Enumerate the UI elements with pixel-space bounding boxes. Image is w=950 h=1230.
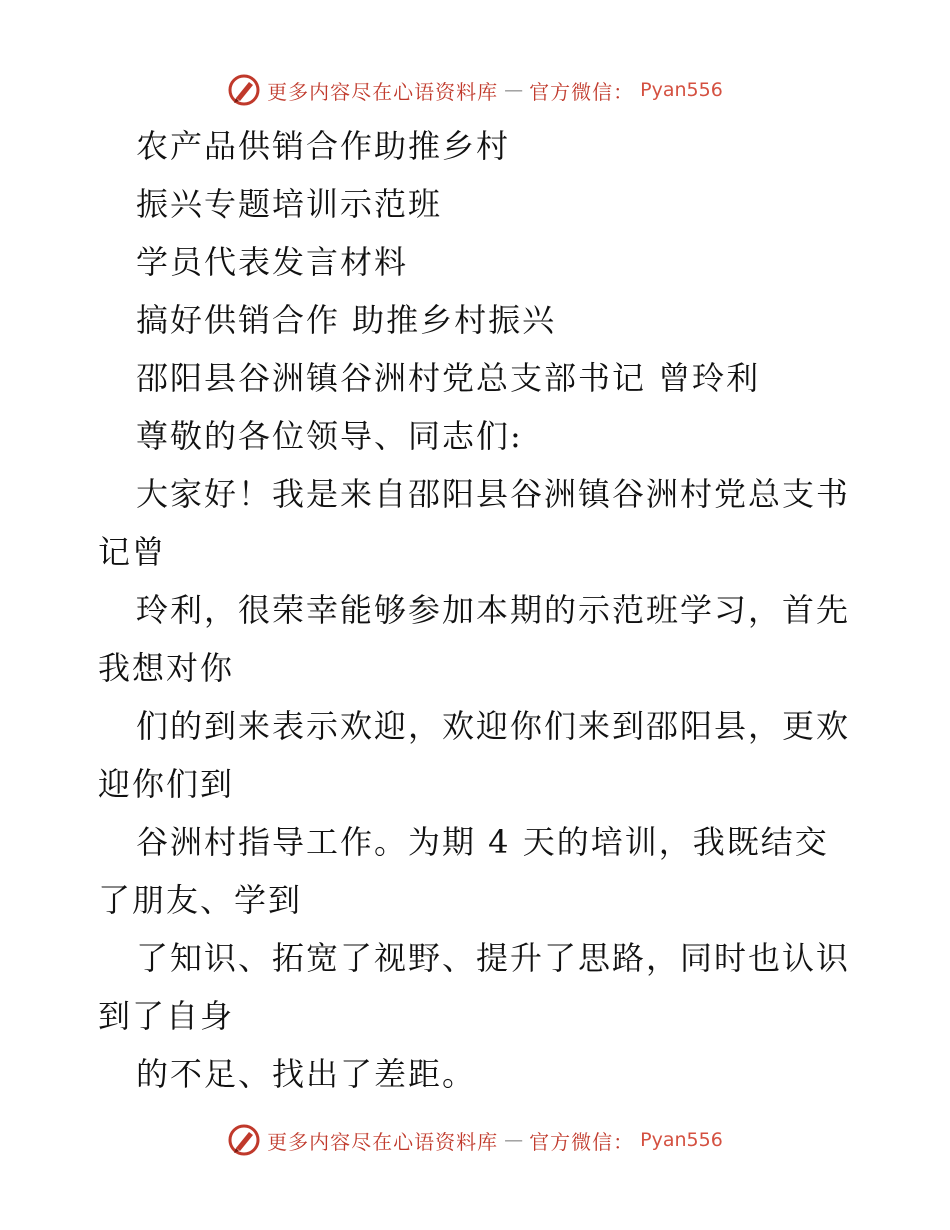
banner-title: 更多内容尽在心语资料库: [267, 1129, 499, 1154]
doc-title-line-1: 农产品供销合作助推乡村: [136, 127, 511, 165]
red-pen-logo-icon: [227, 1123, 261, 1157]
doc-title-line-3: 学员代表发言材料: [136, 243, 409, 281]
doc-subtitle: 搞好供销合作 助推乡村振兴: [136, 301, 557, 339]
doc-author: 邵阳县谷洲镇谷洲村党总支部书记 曾玲利: [136, 359, 761, 397]
doc-paragraph-line: 记曾: [98, 533, 167, 571]
doc-paragraph-line: 的不足、找出了差距。: [136, 1055, 477, 1093]
doc-title-line-2: 振兴专题培训示范班: [136, 185, 443, 223]
header-banner: [0, 70, 950, 110]
red-pen-logo-icon: [227, 73, 261, 107]
banner-separator: —: [504, 79, 524, 101]
banner-wechat-id: Pyan556: [640, 1129, 723, 1151]
doc-paragraph-line: 谷洲村指导工作。为期 4 天的培训，我既结交: [136, 823, 829, 861]
doc-paragraph-line: 大家好！我是来自邵阳县谷洲镇谷洲村党总支书: [136, 475, 851, 513]
banner-wechat-id: Pyan556: [640, 79, 723, 101]
doc-paragraph-line: 玲利，很荣幸能够参加本期的示范班学习，首先: [136, 591, 851, 629]
doc-paragraph-line: 们的到来表示欢迎，欢迎你们来到邵阳县，更欢: [136, 707, 851, 745]
banner-separator: —: [504, 1129, 524, 1151]
banner-wechat-label: 官方微信：: [529, 1129, 635, 1154]
doc-paragraph-line: 到了自身: [98, 997, 235, 1035]
doc-paragraph-line: 了知识、拓宽了视野、提升了思路，同时也认识: [136, 939, 851, 977]
doc-paragraph-line: 了朋友、学到: [98, 881, 303, 919]
footer-banner: [0, 1120, 950, 1160]
banner-wechat-label: 官方微信：: [529, 79, 635, 104]
doc-paragraph-line: 迎你们到: [98, 765, 235, 803]
doc-salutation: 尊敬的各位领导、同志们:: [136, 417, 523, 455]
doc-paragraph-line: 我想对你: [98, 649, 235, 687]
banner-title: 更多内容尽在心语资料库: [267, 79, 499, 104]
